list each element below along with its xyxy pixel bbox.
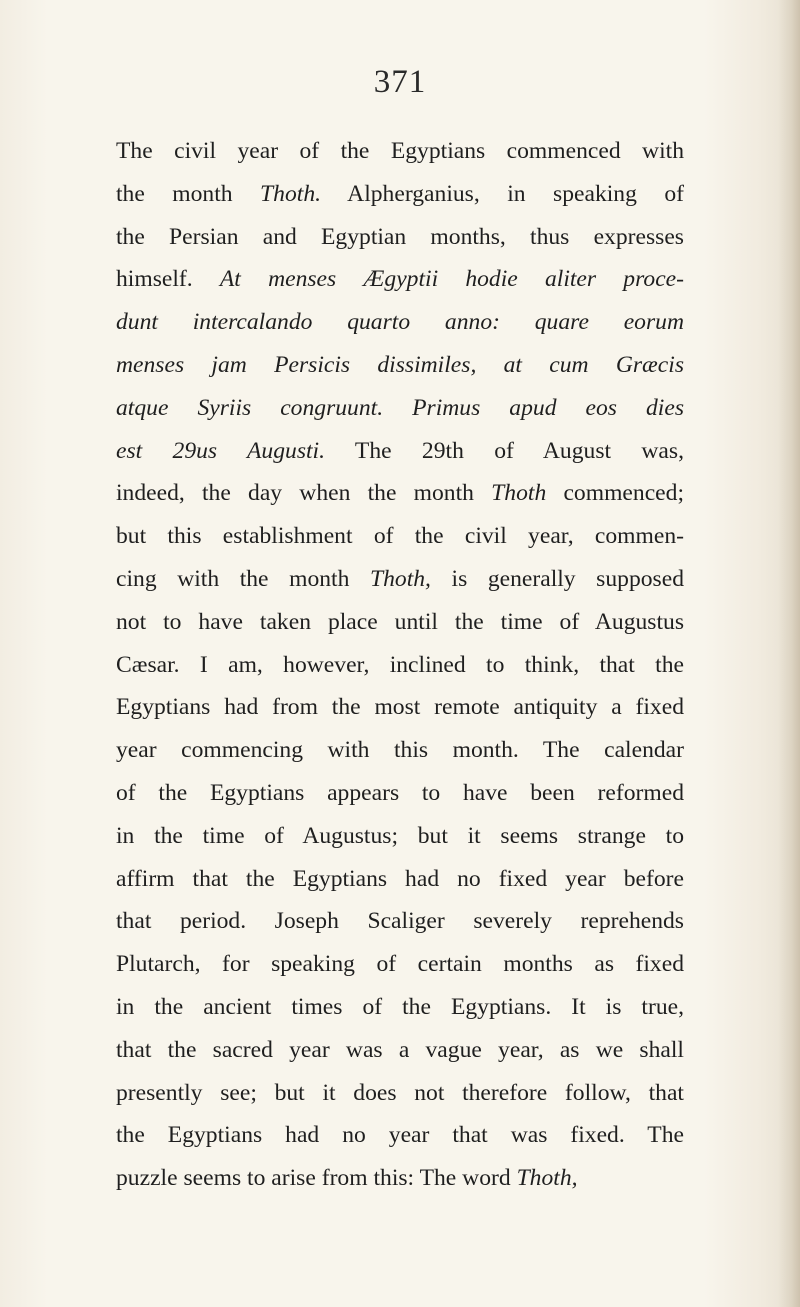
italic-text-run: menses jam Persicis dissimiles, at cum Græcis (116, 351, 684, 378)
text-run: in the ancient times of the Egyptians. It is true, (116, 993, 684, 1020)
text-line (116, 644, 684, 687)
italic-text-run: Thoth (491, 480, 547, 507)
text-line (116, 258, 684, 301)
text-line (116, 430, 684, 473)
text-line (116, 1157, 684, 1200)
italic-text-run: dunt intercalando quarto anno: quare eorum (116, 309, 684, 336)
text-line (116, 216, 684, 259)
text-line (116, 173, 684, 216)
text-run: Cæsar. I am, however, inclined to think, that the (116, 651, 684, 678)
text-run: cing with the month (116, 565, 370, 592)
text-run: the month (116, 180, 261, 207)
text-run: Egyptians had from the most remote antiquity a fixed (116, 694, 684, 721)
text-run: the Egyptians had no year that was fixed. The (116, 1122, 684, 1149)
page-number: 371 (373, 64, 427, 100)
text-line (116, 729, 684, 772)
text-line (116, 301, 684, 344)
text-line (116, 1029, 684, 1072)
text-line (116, 344, 684, 387)
text-run: The 29th of August was, (325, 437, 684, 464)
text-run: that the sacred year was a vague year, as we shall (116, 1036, 684, 1063)
text-run: commenced; (546, 480, 684, 507)
text-run: indeed, the day when the month (116, 480, 492, 507)
text-run: affirm that the Egyptians had no fixed year before (116, 865, 684, 892)
text-run: year commencing with this month. The calendar (116, 737, 684, 764)
text-line (116, 900, 684, 943)
text-line (116, 986, 684, 1029)
body-text (116, 130, 684, 1200)
text-run: the Persian and Egyptian months, thus expresses (116, 223, 684, 250)
text-line (116, 1114, 684, 1157)
italic-text-run: est 29us Augusti. (116, 437, 326, 464)
text-line (116, 943, 684, 986)
italic-text-run: At menses Ægyptii hodie aliter proce- (219, 266, 684, 293)
text-run: is generally supposed (430, 565, 684, 592)
text-run: in the time of Augustus; but it seems strange to (116, 822, 684, 849)
text-run: Alpherganius, in speaking of (321, 180, 684, 207)
text-line (116, 686, 684, 729)
text-line (116, 815, 684, 858)
italic-text-run: Thoth, (516, 1165, 578, 1192)
italic-text-run: Thoth, (369, 565, 431, 592)
text-run: not to have taken place until the time of Augustus (116, 608, 684, 635)
text-run: himself. (116, 266, 220, 293)
italic-text-run: atque Syriis congruunt. Primus apud eos dies (116, 394, 684, 421)
text-line (116, 558, 684, 601)
page-edge-shadow (778, 0, 800, 1307)
text-line (116, 515, 684, 558)
text-run: The civil year of the Egyptians commenced with (116, 138, 684, 164)
text-run: puzzle seems to arise from this: The word (116, 1165, 517, 1192)
text-line (116, 858, 684, 901)
text-run: presently see; but it does not therefore follow, that (116, 1079, 684, 1106)
text-line (116, 387, 684, 430)
text-run: of the Egyptians appears to have been reformed (116, 779, 684, 806)
text-run: but this establishment of the civil year, commen- (116, 523, 684, 550)
text-line (116, 601, 684, 644)
text-line (116, 130, 684, 173)
text-run: that period. Joseph Scaliger severely reprehends (116, 908, 684, 935)
text-line (116, 1072, 684, 1115)
text-line (116, 472, 684, 515)
text-line (116, 772, 684, 815)
italic-text-run: Thoth. (260, 180, 322, 207)
text-run: Plutarch, for speaking of certain months as fixed (116, 951, 684, 978)
